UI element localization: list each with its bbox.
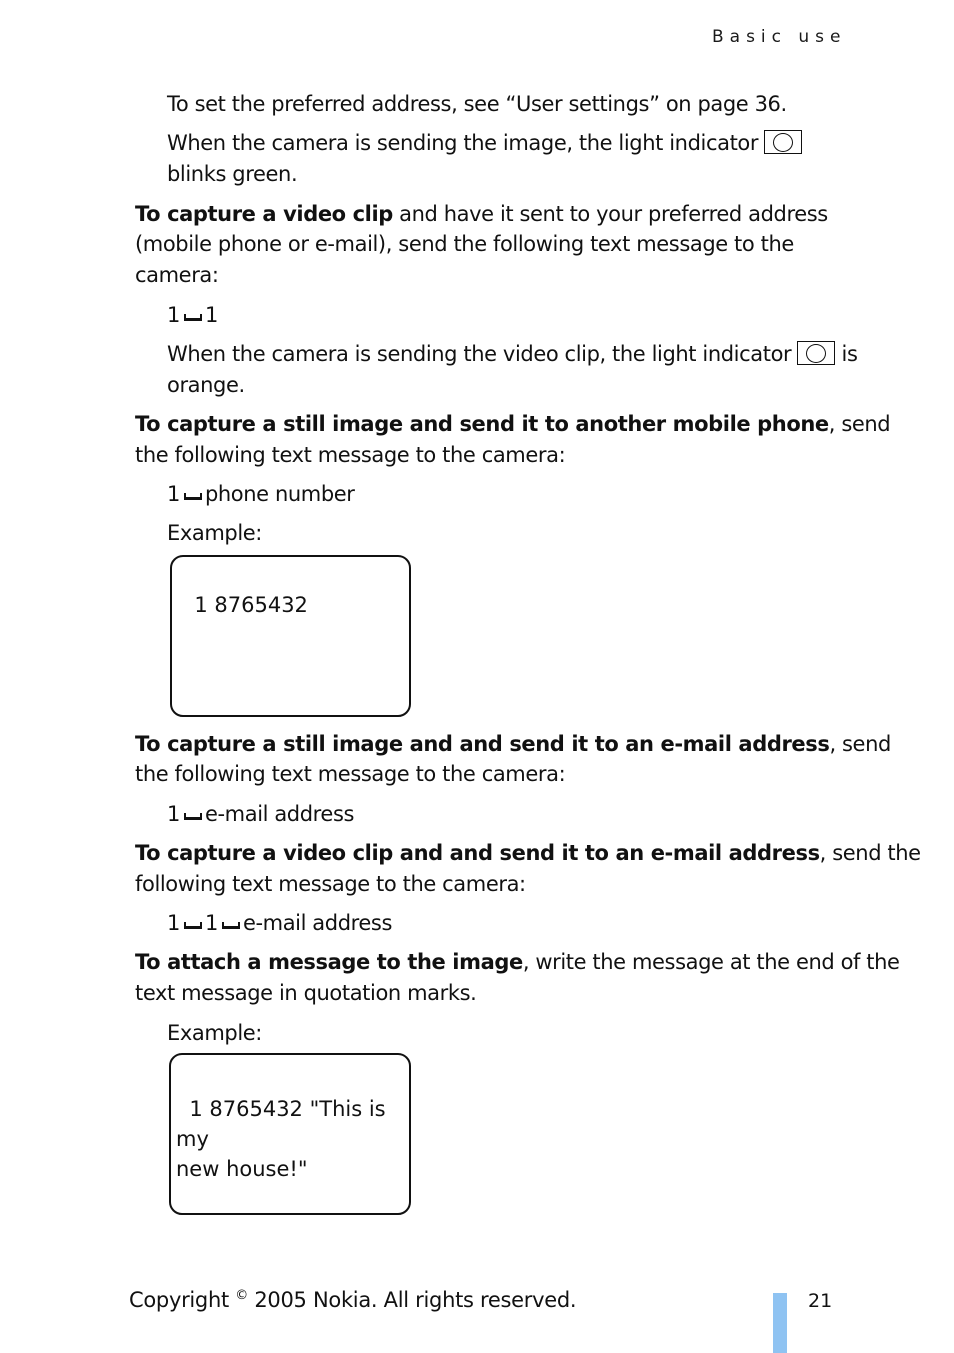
copyright-text: 2005 Nokia. All rights reserved. [248, 1288, 577, 1312]
paragraph-text: orange. [167, 373, 245, 397]
paragraph-text: To set the preferred address, see “User settings” on page 36. [167, 92, 787, 116]
code-text: e-mail address [242, 911, 393, 935]
code-example-phone [167, 479, 355, 510]
code-text: 1 [167, 911, 180, 935]
bold-heading: To capture a still image and and send it to an e-mail address [135, 732, 830, 756]
paragraph-video-sending-cont [167, 370, 245, 401]
paragraph-text: the following text message to the camera: [135, 762, 566, 786]
copyright-footer [129, 1288, 576, 1312]
paragraph-text: , send [829, 732, 891, 756]
code-text: e-mail address [204, 802, 355, 826]
paragraph-text: text message in quotation marks. [135, 981, 477, 1005]
bold-heading: To capture a video clip and and send it to an e-mail address [135, 841, 820, 865]
light-indicator-icon [764, 130, 802, 154]
space-icon [184, 314, 202, 321]
paragraph-text: blinks green. [167, 162, 298, 186]
paragraph-attach-message [135, 947, 900, 978]
paragraph-attach-message-line2 [135, 978, 476, 1009]
paragraph-text: and have it sent to your preferred address [392, 202, 828, 226]
paragraph-text: (mobile phone or e-mail), send the following text message to the [135, 232, 794, 256]
paragraph-image-sending [167, 128, 802, 159]
paragraph-text: following text message to the camera: [135, 872, 526, 896]
paragraph-video-to-email [135, 838, 921, 869]
code-text: 1 [204, 303, 218, 327]
paragraph-preferred-address [167, 89, 787, 120]
paragraph-video-to-email-line2 [135, 869, 526, 900]
paragraph-capture-video-line2 [135, 229, 794, 260]
paragraph-text: , send the [819, 841, 921, 865]
phone-screen-text: 1 8765432 "This is my new house!" [176, 1097, 386, 1181]
phone-screen-example [170, 555, 411, 717]
bold-heading: To capture a video clip [135, 202, 393, 226]
example-label: Example: [167, 521, 262, 545]
code-text: 1 [204, 911, 218, 935]
phone-screen-example [169, 1053, 411, 1215]
paragraph-video-sending [167, 339, 858, 370]
code-text: 1 [167, 303, 180, 327]
section-header: Basic use [712, 27, 847, 47]
paragraph-still-to-email-line2 [135, 759, 565, 790]
copyright-text: Copyright [129, 1288, 236, 1312]
paragraph-still-to-phone [135, 409, 890, 440]
paragraph-text: When the camera is sending the image, the light indicator [167, 131, 759, 155]
copyright-symbol: © [235, 1288, 248, 1303]
paragraph-capture-video [135, 199, 828, 230]
page-tab-marker [773, 1293, 787, 1353]
paragraph-image-sending-cont [167, 159, 297, 190]
code-example-video-email [167, 908, 392, 939]
space-icon [184, 922, 202, 929]
page-number: 21 [808, 1290, 833, 1312]
paragraph-text: is [841, 342, 858, 366]
code-text: 1 [167, 802, 180, 826]
light-indicator-icon [797, 341, 835, 365]
paragraph-capture-video-line3 [135, 260, 219, 291]
paragraph-text: camera: [135, 263, 219, 287]
paragraph-still-to-email [135, 729, 891, 760]
code-example-email [167, 799, 354, 830]
bold-heading: To attach a message to the image [135, 950, 523, 974]
code-text: phone number [204, 482, 355, 506]
space-icon [184, 493, 202, 500]
space-icon [222, 922, 240, 929]
space-icon [184, 813, 202, 820]
paragraph-still-to-phone-line2 [135, 440, 565, 471]
paragraph-text: , write the message at the end of the [522, 950, 900, 974]
phone-screen-text: 1 8765432 [194, 593, 308, 617]
paragraph-text: the following text message to the camera: [135, 443, 566, 467]
code-example-video [167, 300, 218, 331]
paragraph-text: When the camera is sending the video clip, the light indicator [167, 342, 792, 366]
example-label: Example: [167, 1021, 262, 1045]
paragraph-text: , send [828, 412, 891, 436]
code-text: 1 [167, 482, 180, 506]
bold-heading: To capture a still image and send it to another mobile phone [135, 412, 829, 436]
